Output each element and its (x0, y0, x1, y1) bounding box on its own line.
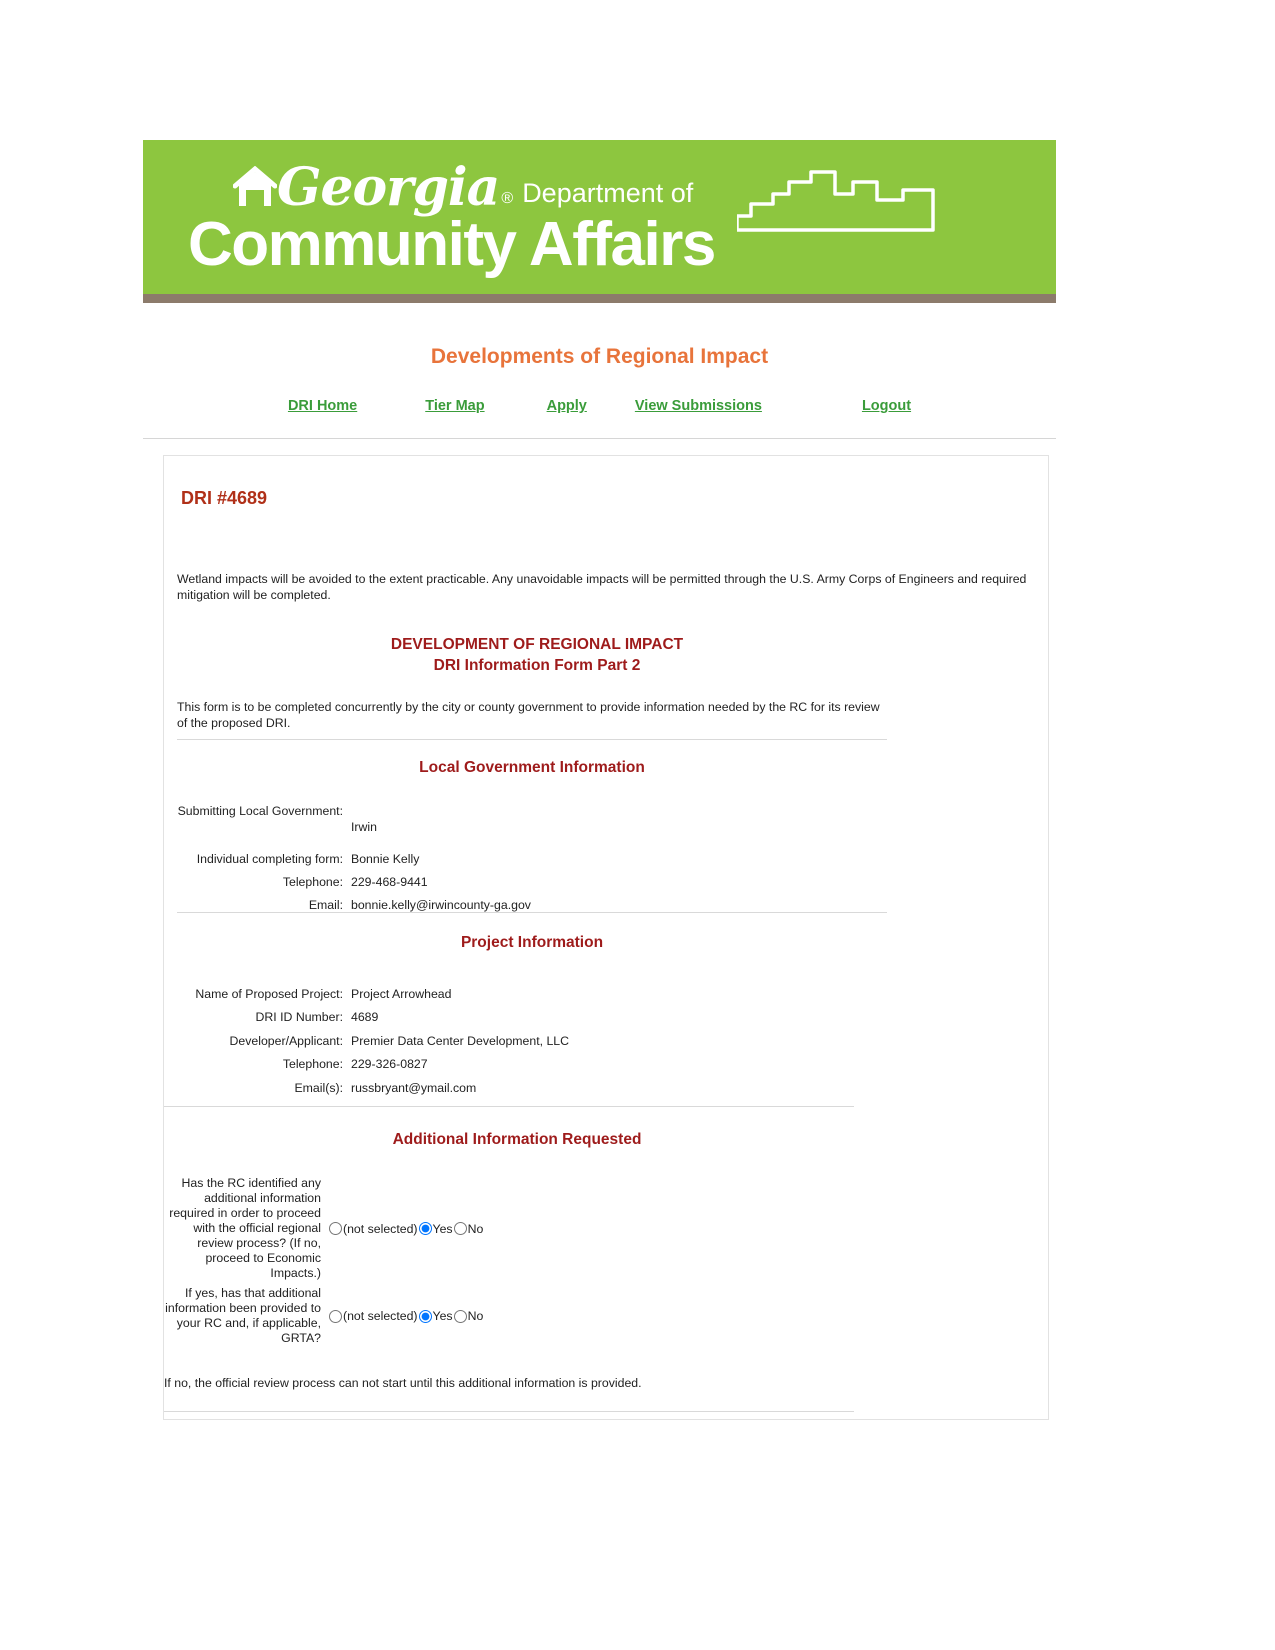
wetland-impact-text: Wetland impacts will be avoided to the extent practicable. Any unavoidable impacts will be permitted through the U.S. Army Corps of Engineers and required mitigation will be completed. (177, 572, 1027, 602)
radio-q2-yes[interactable] (419, 1310, 432, 1323)
project-information-heading: Project Information (460, 934, 604, 951)
question-rc-identified-additional-info (164, 1176, 854, 1281)
field-label: Individual completing form: (196, 852, 343, 866)
field-label: Telephone: (282, 1057, 343, 1071)
form-heading (177, 634, 897, 676)
radio-q2-not-selected[interactable] (329, 1310, 342, 1323)
local-government-heading: Local Government Information (419, 759, 645, 776)
field-dri-id-number (177, 1010, 378, 1026)
divider-below-additional-information (164, 1411, 854, 1412)
house-roof-icon (233, 166, 277, 210)
field-value: Bonnie Kelly (351, 852, 420, 866)
nav-link-apply[interactable]: Apply (546, 398, 587, 414)
question-label: Has the RC identified any additional information required in order to proceed with the official regional review process? (If no, proceed to Economic Impacts.) (169, 1176, 321, 1280)
logo-community-affairs-text: Community Affairs (188, 210, 715, 279)
radio-q2-yes-label[interactable]: Yes (432, 1309, 453, 1323)
radio-group-question-2[interactable] (329, 1309, 484, 1323)
nav-link-view-submissions[interactable]: View Submissions (634, 398, 762, 414)
nav-link-tier-map[interactable]: Tier Map (425, 398, 485, 414)
nav-divider (143, 438, 1056, 439)
radio-q1-yes-label[interactable]: Yes (432, 1221, 453, 1236)
question-additional-info-provided (164, 1286, 854, 1346)
field-value: 4689 (351, 1010, 379, 1024)
field-value: Irwin (351, 820, 377, 834)
gdca-logo (188, 157, 1023, 284)
field-label: DRI ID Number: (255, 1010, 343, 1024)
field-value: 229-468-9441 (351, 875, 428, 889)
form-intro-text: This form is to be completed concurrently by the city or county government to provide information needed by the RC for its review of the proposed DRI. (177, 700, 880, 730)
logo-department-of-text: Department of (522, 178, 694, 208)
radio-q1-not-selected-label[interactable]: (not selected) (343, 1221, 418, 1236)
field-submitting-local-government (177, 804, 377, 836)
main-navigation (143, 398, 1056, 414)
field-project-telephone (177, 1057, 428, 1073)
question-label: If yes, has that additional information been provided to your RC and, if applicable, GRTA? (165, 1286, 321, 1345)
city-skyline-icon (737, 170, 953, 237)
radio-q1-no[interactable] (454, 1222, 467, 1235)
field-label: Telephone: (282, 875, 343, 889)
form-heading-line-1: DEVELOPMENT OF REGIONAL IMPACT (390, 636, 684, 653)
field-value: bonnie.kelly@irwincounty-ga.gov (351, 898, 531, 912)
field-label: Submitting Local Government: (177, 804, 343, 818)
additional-information-heading: Additional Information Requested (392, 1131, 642, 1148)
divider-above-additional-information (164, 1106, 854, 1107)
field-label: Email: (308, 898, 343, 912)
additional-information-note: If no, the official review process can not start until this additional information is provided. (164, 1376, 642, 1390)
field-label: Name of Proposed Project: (195, 987, 343, 1001)
field-developer-applicant (177, 1034, 569, 1050)
radio-q1-no-label[interactable]: No (467, 1221, 484, 1236)
divider-above-project-information (177, 912, 887, 913)
site-banner (143, 140, 1056, 294)
radio-group-question-1[interactable] (329, 1222, 484, 1236)
banner-underline (143, 294, 1056, 303)
content-panel (163, 455, 1049, 1420)
radio-q1-not-selected[interactable] (329, 1222, 342, 1235)
field-value: 229-326-0827 (351, 1057, 428, 1071)
field-value: Project Arrowhead (351, 987, 452, 1001)
field-label: Developer/Applicant: (229, 1034, 343, 1048)
radio-q2-no-label[interactable]: No (467, 1309, 484, 1323)
field-project-name (177, 987, 451, 1003)
nav-link-dri-home[interactable]: DRI Home (287, 398, 358, 414)
field-value: russbryant@ymail.com (351, 1081, 477, 1095)
logo-georgia-text: Georgia (277, 157, 500, 218)
field-label: Email(s): (294, 1081, 343, 1095)
field-value: Premier Data Center Development, LLC (351, 1034, 570, 1048)
radio-q2-not-selected-label[interactable]: (not selected) (343, 1309, 418, 1323)
nav-link-logout[interactable]: Logout (861, 398, 912, 414)
dri-number-heading: DRI #4689 (181, 488, 268, 508)
page-title: Developments of Regional Impact (430, 345, 769, 368)
radio-q2-no[interactable] (454, 1310, 467, 1323)
field-local-government-telephone (177, 875, 428, 891)
field-project-emails (177, 1081, 476, 1097)
logo-registered-mark: ® (501, 190, 514, 207)
divider-above-local-government (177, 739, 887, 740)
radio-q1-yes[interactable] (419, 1222, 432, 1235)
field-individual-completing-form (177, 852, 419, 868)
form-heading-line-2: DRI Information Form Part 2 (433, 657, 641, 674)
